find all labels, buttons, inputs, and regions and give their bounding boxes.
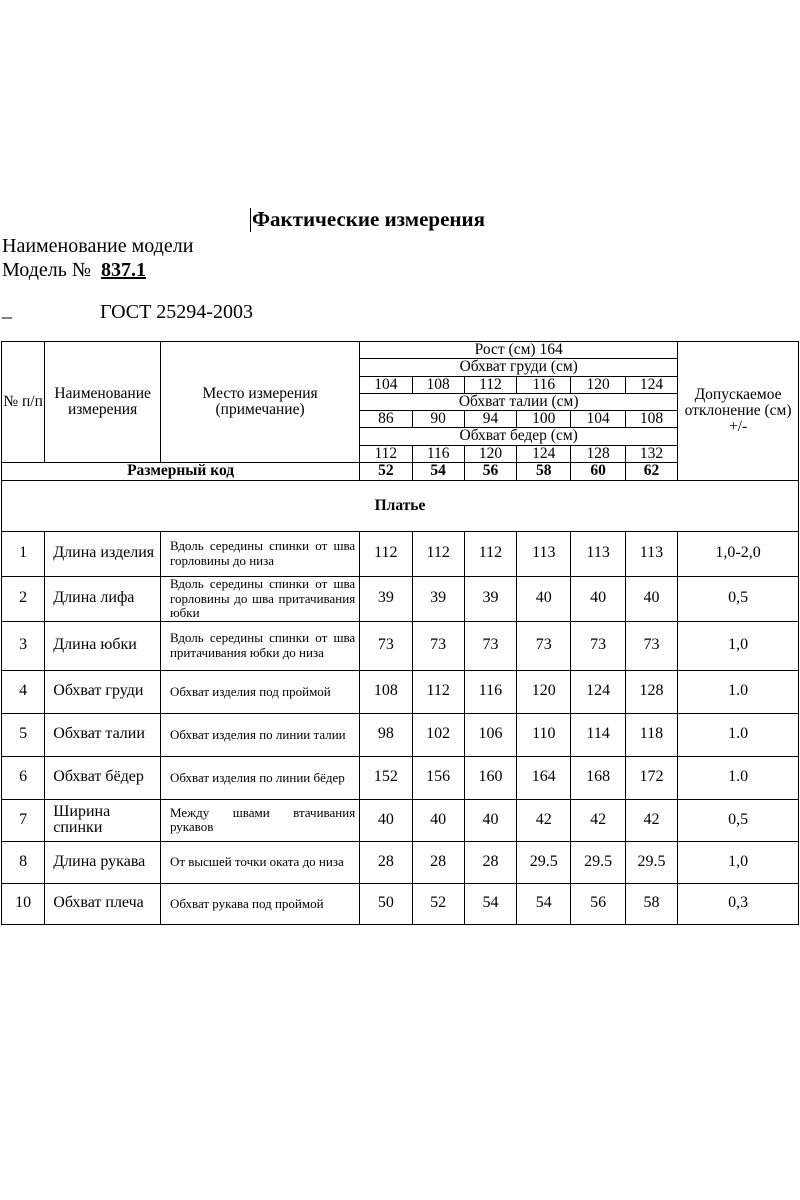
measurement-value: 73 bbox=[625, 621, 677, 670]
measurement-value: 42 bbox=[625, 799, 677, 841]
chest-value: 112 bbox=[464, 376, 516, 393]
tolerance-value: 0,5 bbox=[678, 576, 799, 621]
tolerance-value: 1,0-2,0 bbox=[678, 531, 799, 576]
measurement-value: 172 bbox=[625, 756, 677, 799]
measurement-name: Обхват талии bbox=[45, 713, 161, 756]
size-code: 52 bbox=[360, 462, 412, 480]
measurement-value: 28 bbox=[360, 841, 412, 883]
measurement-value: 40 bbox=[625, 576, 677, 621]
measurement-place: Между швами втачивания рукавов bbox=[160, 799, 359, 841]
measurement-value: 112 bbox=[412, 670, 464, 713]
row-number: 1 bbox=[2, 531, 45, 576]
measurement-place: Вдоль середины спинки от шва притачивания юбки до низа bbox=[160, 621, 359, 670]
hip-value: 116 bbox=[412, 445, 464, 462]
tolerance-value: 0,3 bbox=[678, 883, 799, 924]
measurement-value: 168 bbox=[571, 756, 625, 799]
measurement-value: 40 bbox=[412, 799, 464, 841]
row-number: 6 bbox=[2, 756, 45, 799]
hip-value: 132 bbox=[625, 445, 677, 462]
chest-value: 124 bbox=[625, 376, 677, 393]
measurement-name: Обхват груди bbox=[45, 670, 161, 713]
measurement-name: Обхват бёдер bbox=[45, 756, 161, 799]
measurement-value: 29.5 bbox=[571, 841, 625, 883]
header-height: Рост (см) 164 bbox=[360, 342, 678, 359]
hip-value: 112 bbox=[360, 445, 412, 462]
measurement-value: 42 bbox=[571, 799, 625, 841]
table-row bbox=[2, 756, 799, 799]
measurement-place: Обхват рукава под проймой bbox=[160, 883, 359, 924]
row-number: 10 bbox=[2, 883, 45, 924]
size-code: 54 bbox=[412, 462, 464, 480]
measurement-value: 40 bbox=[464, 799, 516, 841]
measurement-value: 152 bbox=[360, 756, 412, 799]
measurement-value: 40 bbox=[517, 576, 571, 621]
measurement-name: Длина изделия bbox=[45, 531, 161, 576]
row-number: 2 bbox=[2, 576, 45, 621]
row-number: 8 bbox=[2, 841, 45, 883]
header-name: Наименование измерения bbox=[45, 342, 161, 463]
chest-value: 116 bbox=[517, 376, 571, 393]
measurement-value: 40 bbox=[571, 576, 625, 621]
measurement-place: Вдоль середины спинки от шва горловины до низа bbox=[160, 531, 359, 576]
text-cursor bbox=[250, 208, 251, 232]
measurement-value: 112 bbox=[360, 531, 412, 576]
table-row bbox=[2, 799, 799, 841]
size-code: 60 bbox=[571, 462, 625, 480]
tolerance-value: 0,5 bbox=[678, 799, 799, 841]
measurement-value: 29.5 bbox=[517, 841, 571, 883]
measurement-value: 120 bbox=[517, 670, 571, 713]
measurement-value: 54 bbox=[464, 883, 516, 924]
table-row bbox=[2, 621, 799, 670]
measurement-value: 106 bbox=[464, 713, 516, 756]
chest-value: 120 bbox=[571, 376, 625, 393]
measurement-value: 58 bbox=[625, 883, 677, 924]
measurement-value: 116 bbox=[464, 670, 516, 713]
measurement-value: 73 bbox=[517, 621, 571, 670]
measurement-place: Обхват изделия под проймой bbox=[160, 670, 359, 713]
table-row bbox=[2, 713, 799, 756]
measurement-value: 40 bbox=[360, 799, 412, 841]
waist-value: 108 bbox=[625, 411, 677, 428]
table-row bbox=[2, 841, 799, 883]
measurement-value: 108 bbox=[360, 670, 412, 713]
measurement-value: 42 bbox=[517, 799, 571, 841]
row-number: 5 bbox=[2, 713, 45, 756]
measurement-value: 112 bbox=[464, 531, 516, 576]
measurement-value: 112 bbox=[412, 531, 464, 576]
measurement-name: Длина рукава bbox=[45, 841, 161, 883]
measurement-value: 118 bbox=[625, 713, 677, 756]
table-row bbox=[2, 670, 799, 713]
hip-value: 120 bbox=[464, 445, 516, 462]
table-row bbox=[2, 883, 799, 924]
measurement-value: 156 bbox=[412, 756, 464, 799]
size-code: 62 bbox=[625, 462, 677, 480]
measurement-value: 28 bbox=[464, 841, 516, 883]
tolerance-value: 1.0 bbox=[678, 670, 799, 713]
tolerance-value: 1.0 bbox=[678, 756, 799, 799]
header-hips: Обхват бедер (см) bbox=[360, 428, 678, 445]
measurement-place: От высшей точки оката до низа bbox=[160, 841, 359, 883]
size-code: 56 bbox=[464, 462, 516, 480]
measurement-value: 124 bbox=[571, 670, 625, 713]
section-title: Платье bbox=[2, 480, 799, 531]
measurement-value: 128 bbox=[625, 670, 677, 713]
measurement-name: Длина юбки bbox=[45, 621, 161, 670]
measurement-value: 73 bbox=[571, 621, 625, 670]
tolerance-value: 1,0 bbox=[678, 841, 799, 883]
measurement-name: Обхват плеча bbox=[45, 883, 161, 924]
chest-value: 108 bbox=[412, 376, 464, 393]
header-chest: Обхват груди (см) bbox=[360, 359, 678, 376]
waist-value: 86 bbox=[360, 411, 412, 428]
row-number: 4 bbox=[2, 670, 45, 713]
waist-value: 104 bbox=[571, 411, 625, 428]
measurement-value: 54 bbox=[517, 883, 571, 924]
measurement-value: 160 bbox=[464, 756, 516, 799]
header-tolerance: Допускаемое отклонение (см) +/- bbox=[678, 342, 799, 481]
measurement-name: Ширина спинки bbox=[45, 799, 161, 841]
waist-value: 100 bbox=[517, 411, 571, 428]
row-number: 7 bbox=[2, 799, 45, 841]
waist-value: 94 bbox=[464, 411, 516, 428]
measurement-value: 113 bbox=[625, 531, 677, 576]
table-row bbox=[2, 531, 799, 576]
tolerance-value: 1,0 bbox=[678, 621, 799, 670]
measurement-value: 113 bbox=[517, 531, 571, 576]
measurement-value: 110 bbox=[517, 713, 571, 756]
measurement-value: 102 bbox=[412, 713, 464, 756]
measurement-place: Обхват изделия по линии талии bbox=[160, 713, 359, 756]
row-number: 3 bbox=[2, 621, 45, 670]
model-number: 837.1 bbox=[100, 259, 146, 281]
measurement-value: 52 bbox=[412, 883, 464, 924]
header-waist: Обхват талии (см) bbox=[360, 393, 678, 410]
size-code-label: Размерный код bbox=[2, 462, 360, 480]
measurement-value: 39 bbox=[464, 576, 516, 621]
dash-mark: _ bbox=[2, 299, 12, 321]
model-line bbox=[2, 259, 146, 282]
table-row bbox=[2, 576, 799, 621]
waist-value: 90 bbox=[412, 411, 464, 428]
gost-standard: ГОСТ 25294-2003 bbox=[100, 301, 253, 323]
measurement-value: 50 bbox=[360, 883, 412, 924]
measurement-value: 164 bbox=[517, 756, 571, 799]
measurement-value: 39 bbox=[412, 576, 464, 621]
measurement-value: 73 bbox=[464, 621, 516, 670]
measurement-value: 29.5 bbox=[625, 841, 677, 883]
measurement-value: 73 bbox=[360, 621, 412, 670]
measurement-value: 98 bbox=[360, 713, 412, 756]
measurement-value: 113 bbox=[571, 531, 625, 576]
chest-value: 104 bbox=[360, 376, 412, 393]
measurement-place: Вдоль середины спинки от шва горловины до шва притачивания юбки bbox=[160, 576, 359, 621]
measurement-place: Обхват изделия по линии бёдер bbox=[160, 756, 359, 799]
measurement-value: 39 bbox=[360, 576, 412, 621]
measurement-name: Длина лифа bbox=[45, 576, 161, 621]
header-num: № п/п bbox=[2, 342, 45, 463]
hip-value: 128 bbox=[571, 445, 625, 462]
measurement-value: 114 bbox=[571, 713, 625, 756]
header-place: Место измерения (примечание) bbox=[160, 342, 359, 463]
measurement-value: 56 bbox=[571, 883, 625, 924]
measurement-table bbox=[1, 341, 799, 925]
page-title: Фактические измерения bbox=[252, 207, 485, 231]
measurement-value: 73 bbox=[412, 621, 464, 670]
hip-value: 124 bbox=[517, 445, 571, 462]
size-code: 58 bbox=[517, 462, 571, 480]
model-label: Модель № bbox=[2, 259, 91, 281]
model-name-label: Наименование модели bbox=[2, 235, 194, 257]
measurement-value: 28 bbox=[412, 841, 464, 883]
tolerance-value: 1.0 bbox=[678, 713, 799, 756]
